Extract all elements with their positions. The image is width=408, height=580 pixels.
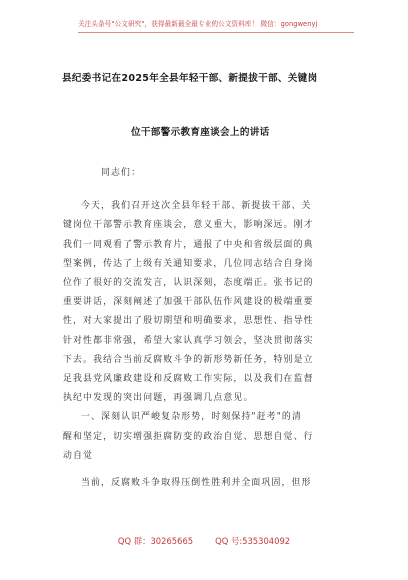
paragraph-line: 当前，反腐败斗争取得压倒性胜利并全面巩固，但形 [81, 478, 312, 489]
paragraph-line: 我们一同观看了警示教育片，通报了中央和省级层面的典 [63, 239, 314, 250]
document-body [63, 164, 347, 493]
paragraph-line: 型案例，传达了上级有关通知要求，几位同志结合自身岗 [63, 258, 314, 269]
paragraph-line: 下去。我结合当前反腐败斗争的新形势新任务，特别是立 [63, 354, 314, 365]
paragraph-line: 执纪中发现的突出问题，再强调几点意见。 [63, 393, 254, 404]
paragraph-line: 针对性都非常强，希望大家认真学习领会，坚决贯彻落实 [63, 335, 314, 346]
paragraph-line: 性，对大家提出了殷切期望和明确要求，思想性、指导性 [63, 316, 314, 327]
paragraph-2-heading [63, 408, 347, 466]
paragraph-line: 足我县党风廉政建设和反腐败工作实际，以及我们在监督 [63, 374, 314, 385]
document-title-line-1: 县纪委书记在2025年全县年轻干部、新提拔干部、关键岗 [62, 73, 318, 84]
footer-qq-group: QQ 群：30265665 [117, 536, 194, 546]
footer-contact [0, 535, 408, 547]
paragraph-3 [63, 474, 347, 493]
paragraph-line: 一、深刻认识严峻复杂形势，时刻保持"赶考"的清 [81, 412, 302, 423]
salutation: 同志们： [101, 168, 142, 178]
paragraph-line: 醒和坚定，切实增强拒腐防变的政治自觉、思想自觉、行 [63, 431, 314, 442]
paragraph-line: 重要讲话，深刻阐述了加强干部队伍作风建设的极端重要 [63, 297, 314, 308]
footer-qq-number: QQ 号:535304092 [215, 536, 291, 546]
header-banner: 关注头条号"公文研究"，获得最新最全最专业的公文资料库！ 微信：gongwenyj [78, 18, 354, 33]
paragraph-line: 键岗位干部警示教育座谈会，意义重大，影响深远。刚才 [63, 220, 314, 231]
paragraph-1 [63, 197, 347, 408]
paragraph-line: 位作了很好的交流发言，认识深刻，态度端正。张书记的 [63, 278, 314, 289]
paragraph-line: 今天，我们召开这次全县年轻干部、新提拔干部、关 [81, 201, 312, 212]
document-title-line-2: 位干部警示教育座谈会上的讲话 [131, 127, 270, 138]
paragraph-line: 动自觉 [63, 450, 94, 461]
